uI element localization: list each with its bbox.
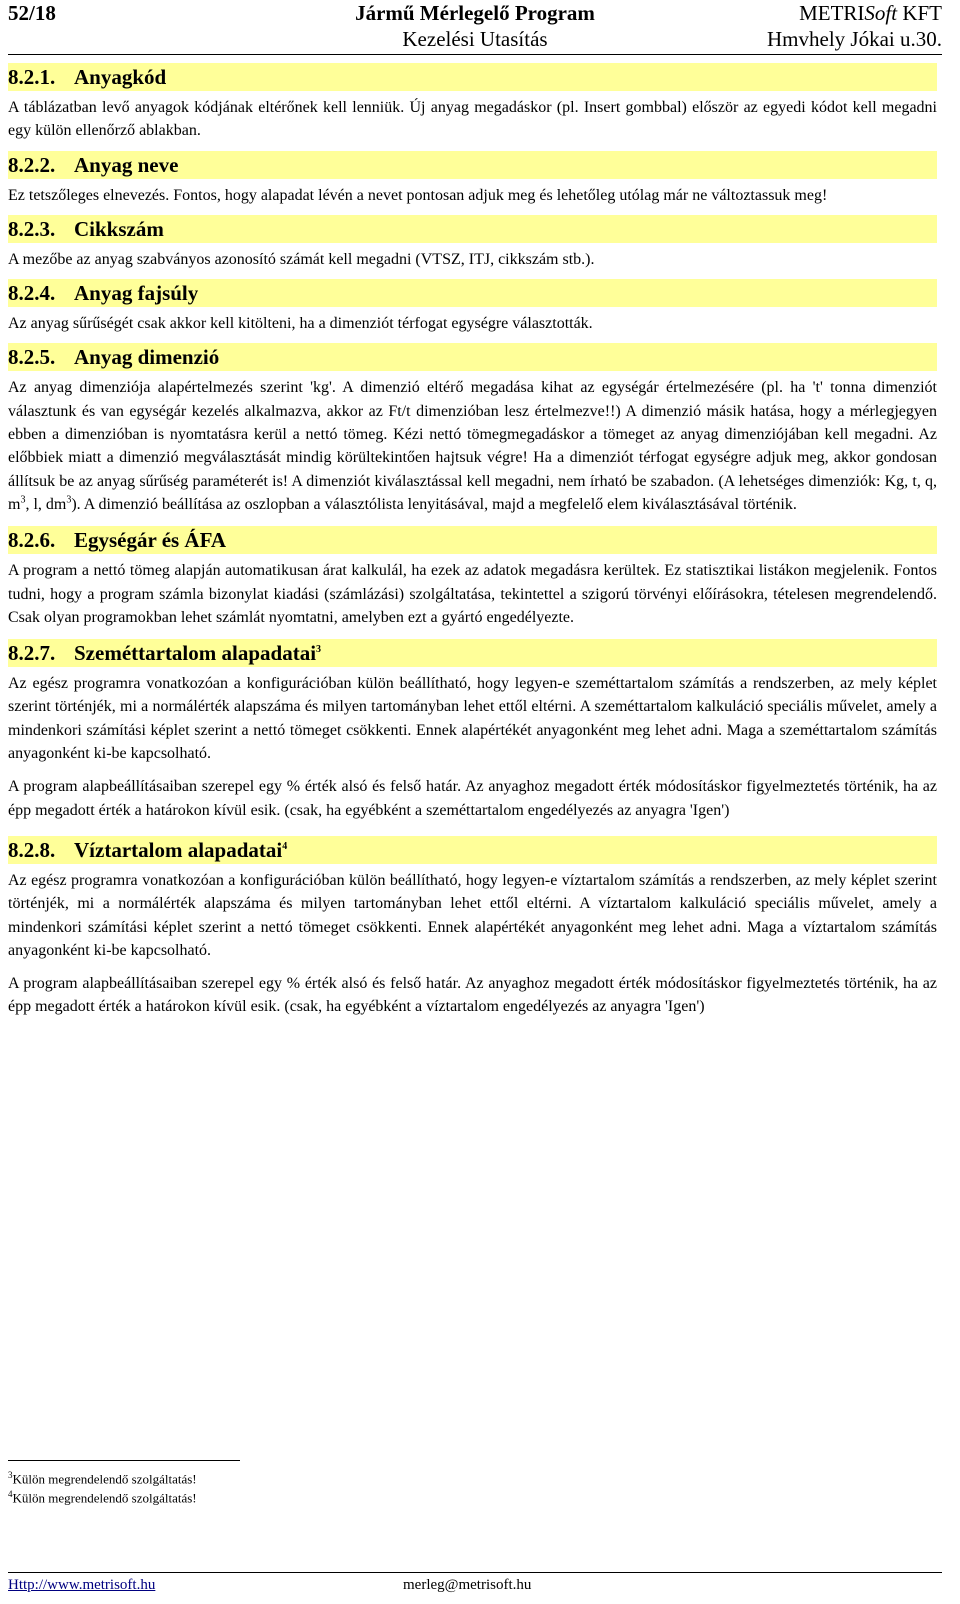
document-subtitle: Kezelési Utasítás bbox=[402, 27, 548, 51]
footnote-ref: 3 bbox=[316, 644, 322, 656]
section-number: 8.2.4. bbox=[8, 281, 56, 306]
paragraph: A táblázatban levő anyagok kódjának eltérőnek kell lenniük. Új anyag megadáskor (pl. Insert gombbal) először az egyedi kódot kell megadni egy külön ellenőrző ablakban. bbox=[8, 99, 937, 140]
section-heading bbox=[8, 151, 937, 179]
program-title: Jármű Mérlegelő Program bbox=[355, 1, 595, 25]
section-8-2-7 bbox=[8, 639, 937, 822]
section-title: Szeméttartalom alapadatai bbox=[74, 641, 317, 666]
paragraph: A program a nettó tömeg alapján automatikusan árat kalkulál, ha ezek az adatok megadásra kerültek. Ez statisztikai listákon megjelenik. Fontos tudni, hogy a program számla bizonylat kiadási (számlázási) szolgáltatása, tekintettel a szigorú törvényi előírásokra, tételesen megrendelendő. Csak olyan programokban lehet számlát nyomtatni, amelyben ezt a gyártó engedélyezte. bbox=[8, 562, 937, 626]
website-link[interactable]: Http://www.metrisoft.hu bbox=[8, 1577, 156, 1593]
section-heading bbox=[8, 343, 937, 371]
section-heading bbox=[8, 639, 937, 667]
section-title: Víztartalom alapadatai bbox=[74, 837, 283, 862]
footnote-4: $^4$Külön megrendelendő szolgáltatás! bbox=[8, 1489, 197, 1506]
section-title: Anyag fajsúly bbox=[74, 281, 199, 306]
section-heading bbox=[8, 215, 937, 243]
document-body bbox=[8, 63, 937, 1033]
paragraph: A mezőbe az anyag szabványos azonosító számát kell megadni (VTSZ, ITJ, cikkszám stb.). bbox=[8, 250, 595, 268]
section-number: 8.2.7. bbox=[8, 641, 56, 666]
section-heading bbox=[8, 279, 937, 307]
section-heading bbox=[8, 836, 937, 864]
section-number: 8.2.1. bbox=[8, 65, 56, 89]
paragraph: Az anyag sűrűségét csak akkor kell kitölteni, ha a dimenziót térfogat egységre választották. bbox=[8, 315, 593, 333]
page-header bbox=[8, 0, 942, 55]
section-8-2-4 bbox=[8, 279, 937, 335]
paragraph: Az egész programra vonatkozóan a konfigurációban külön beállítható, hogy legyen-e szeméttartalom számítás a rendszerben, az mely képlet szerint történjék, mi a normálérték alapszáma és milyen tartományban lehet ettől eltérni. A szeméttartalom kalkuláció speciális művelet, amely a mindenkori számítási képlet szerint a nettó tömeget csökkenti. Ennek alapértékét anyagonként meg lehet adni. Maga a szeméttartalom számítás anyagonként ki-be kapcsolható. bbox=[8, 675, 937, 763]
section-8-2-2 bbox=[8, 151, 937, 207]
company-address: Hmvhely Jókai u.30. bbox=[767, 27, 942, 51]
section-title: Anyagkód bbox=[74, 65, 167, 89]
footnote-ref: 4 bbox=[282, 840, 288, 852]
section-heading bbox=[8, 526, 937, 554]
page-footer bbox=[8, 1572, 942, 1601]
paragraph: Az egész programra vonatkozóan a konfigurációban külön beállítható, hogy legyen-e víztartalom számítás a rendszerben, az mely képlet szerint történjék, mi a normálérték alapszáma és milyen tartományban lehet ettől eltérni. A víztartalom kalkuláció speciális művelet, amely a mindenkori számítási képlet szerint a nettó tömeget csökkenti. Ennek alapértékét anyagonként meg lehet adni. Maga a víztartalom számítás anyagonként ki-be kapcsolható. bbox=[8, 871, 937, 959]
section-title: Cikkszám bbox=[74, 216, 164, 241]
footnote-divider bbox=[8, 1460, 240, 1461]
section-8-2-8 bbox=[8, 836, 937, 1019]
section-8-2-1 bbox=[8, 63, 937, 143]
paragraph: A program alapbeállításaiban szerepel egy % érték alsó és felső határ. Az anyaghoz megadott érték módosításkor figyelmeztetés történik, ha az épp megadott érték a határokon kívül esik. (csak, ha egyébként a víztartalom engedélyezés az anyagra 'Igen') bbox=[8, 975, 937, 1016]
section-8-2-6 bbox=[8, 526, 937, 629]
footnote-3: $^3$Külön megrendelendő szolgáltatás! bbox=[8, 1470, 197, 1487]
paragraph: Az anyag dimenziója alapértelmezés szerint 'kg'. A dimenzió eltérő megadása kihat az egységár értelmezésére (pl. ha 't' tonna dimenziót választunk és van egységár kezelés alkalmazva, akkor az Ft/t dimenzióban lesz értelmezve!!) A dimenzió másik hatása, hogy a mérlegjegyen ebben a dimenzióban is nyomtatásra kerül a nettó tömeg. Kézi nettó tömegmegadáskor a tömeget az anyag dimenziójában kell megadni. Az előbbiek miatt a dimenzió megválasztását mindig körültekintően hajtsuk végre! Ha a dimenziót térfogat egységre adjuk meg, akkor gondosan állítsuk be az anyag sűrűség paraméterét is! A dimenziót kiválasztással kell megadni, nem írható be szabadon. (A lehetséges dimenziók: Kg, t, q, $m^3$, l, $dm^3$). A dimenzió beállítása az oszlopban a választólista lenyitásával, majd a megfelelő elem kiválasztásával történik. bbox=[8, 379, 937, 513]
paragraph: A program alapbeállításaiban szerepel egy % érték alsó és felső határ. Az anyaghoz megadott érték módosításkor figyelmeztetés történik, ha az épp megadott érték a határokon kívül esik. (csak, ha egyébként a szeméttartalom engedélyezés az anyagra 'Igen') bbox=[8, 778, 937, 819]
section-title: Anyag dimenzió bbox=[74, 345, 220, 370]
section-number: 8.2.5. bbox=[8, 345, 56, 370]
page-number: 52/18 bbox=[8, 1, 56, 25]
paragraph: Ez tetszőleges elnevezés. Fontos, hogy alapadat lévén a nevet pontosan adjuk meg és lehetőleg utólag már ne változtassuk meg! bbox=[8, 186, 828, 204]
section-title: Anyag neve bbox=[74, 152, 179, 177]
section-number: 8.2.6. bbox=[8, 528, 56, 553]
section-number: 8.2.2. bbox=[8, 152, 56, 177]
section-number: 8.2.3. bbox=[8, 216, 56, 241]
section-8-2-3 bbox=[8, 215, 937, 271]
section-number: 8.2.8. bbox=[8, 837, 56, 862]
email-address: merleg@metrisoft.hu bbox=[403, 1577, 532, 1593]
section-heading bbox=[8, 63, 937, 91]
company-name: METRISoft KFT bbox=[799, 1, 942, 25]
section-8-2-5 bbox=[8, 343, 937, 516]
section-title: Egységár és ÁFA bbox=[74, 528, 227, 553]
